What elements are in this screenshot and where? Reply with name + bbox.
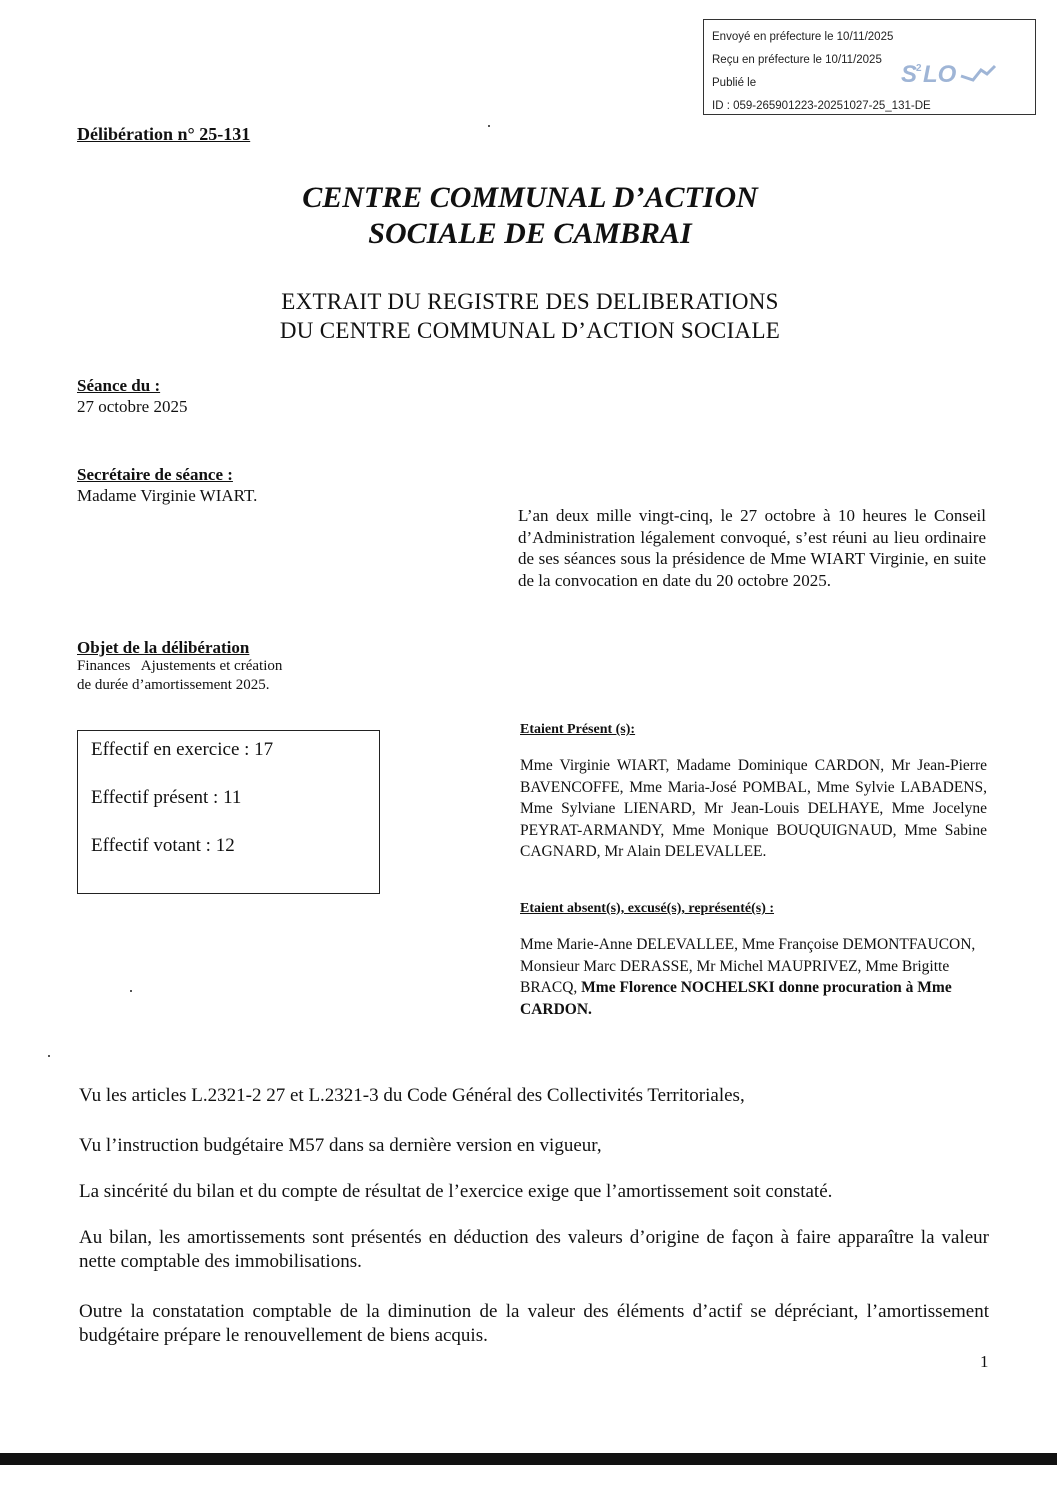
attendance-counts-box [77,730,380,894]
subject-block [77,638,337,695]
subject-line-1: Finances Ajustements et création [77,658,283,674]
scan-speck [130,990,132,992]
intro-paragraph: L’an deux mille vingt-cinq, le 27 octobre à 10 heures le Conseil d’Administration légalement convoqué, s’est réuni au lieu ordinaire de ses séances sous la présidence de Mme WIART Virginie, en suite de la convocation en date du 20 octobre 2025. [518,506,986,590]
secretary-name: Madame Virginie WIART. [77,486,258,505]
svg-text:2: 2 [916,63,922,74]
scan-speck [488,125,490,127]
body-paragraph-2: Vu l’instruction budgétaire M57 dans sa dernière version en vigueur, [79,1135,602,1156]
body-paragraph-5: Outre la constatation comptable de la diminution de la valeur des éléments d’actif se dépréciant, l’amortissement budgétaire prépare le renouvellement de biens acquis. [79,1301,989,1346]
body-paragraph-4: Au bilan, les amortissements sont présentés en déduction des valeurs d’origine de façon à faire apparaître la valeur nette comptable des immobilisations. [79,1227,989,1272]
svg-text:S: S [901,61,918,88]
subject-line-2: de durée d’amortissement 2025. [77,677,270,693]
scan-speck [48,1055,50,1057]
session-date: 27 octobre 2025 [77,397,188,416]
session-block [77,375,187,417]
present-list: Mme Virginie WIART, Madame Dominique CARDON, Mr Jean-Pierre BAVENCOFFE, Mme Maria-José POMBAL, Mme Sylvie LABADENS, Mme Sylviane LIENARD, Mr Jean-Louis DELHAYE, Mme Jocelyne PEYRAT-ARMANDY, Mme Monique BOUQUIGNAUD, Mme Sabine CAGNARD, Mr Alain DELEVALLEE. [520,757,987,860]
scan-bottom-border [0,1453,1057,1465]
page-number: 1 [980,1352,989,1371]
deliberation-number: Délibération n° 25-131 [77,124,251,144]
stamp-id: ID : 059-265901223-20251027-25_131-DE [712,100,931,112]
subject-label: Objet de la délibération [77,638,250,657]
absent-proxy: Mme Florence NOCHELSKI donne procuration à Mme CARDON. [520,979,952,1018]
absent-list [520,934,987,1020]
prefecture-stamp [703,19,1036,115]
stamp-published: Publié le [712,77,757,89]
registry-title-line-1: EXTRAIT DU REGISTRE DES DELIBERATIONS [281,289,779,314]
present-label: Etaient Présent (s): [520,722,636,737]
absent-names: Mme Marie-Anne DELEVALLEE, Mme Françoise DEMONTFAUCON, Monsieur Marc DERASSE, Mr Michel MAUPRIVEZ, Mme Brigitte BRACQ, [520,936,976,996]
session-label: Séance du : [77,376,161,395]
count-present: Effectif présent : 11 [91,787,242,808]
secretary-block [77,464,257,506]
secretary-label: Secrétaire de séance : [77,465,233,484]
registry-title-line-2: DU CENTRE COMMUNAL D’ACTION SOCIALE [279,318,781,343]
body-paragraph-3: La sincérité du bilan et du compte de résultat de l’exercice exige que l’amortissement soit constaté. [79,1181,833,1202]
stamp-received: Reçu en préfecture le 10/11/2025 [712,54,882,66]
s2low-logo-icon [899,60,999,90]
stamp-sent: Envoyé en préfecture le 10/11/2025 [712,31,894,43]
count-in-office: Effectif en exercice : 17 [91,739,274,760]
registry-title [170,287,890,345]
organization-title [170,180,890,252]
org-title-line-1: CENTRE COMMUNAL D’ACTION [302,181,758,214]
svg-text:LO: LO [923,61,957,88]
count-voting: Effectif votant : 12 [91,835,235,856]
org-title-line-2: SOCIALE DE CAMBRAI [368,217,692,250]
absent-label: Etaient absent(s), excusé(s), représenté(s) : [520,901,775,916]
body-paragraph-1: Vu les articles L.2321-2 27 et L.2321-3 du Code Général des Collectivités Territoriales, [79,1085,745,1106]
